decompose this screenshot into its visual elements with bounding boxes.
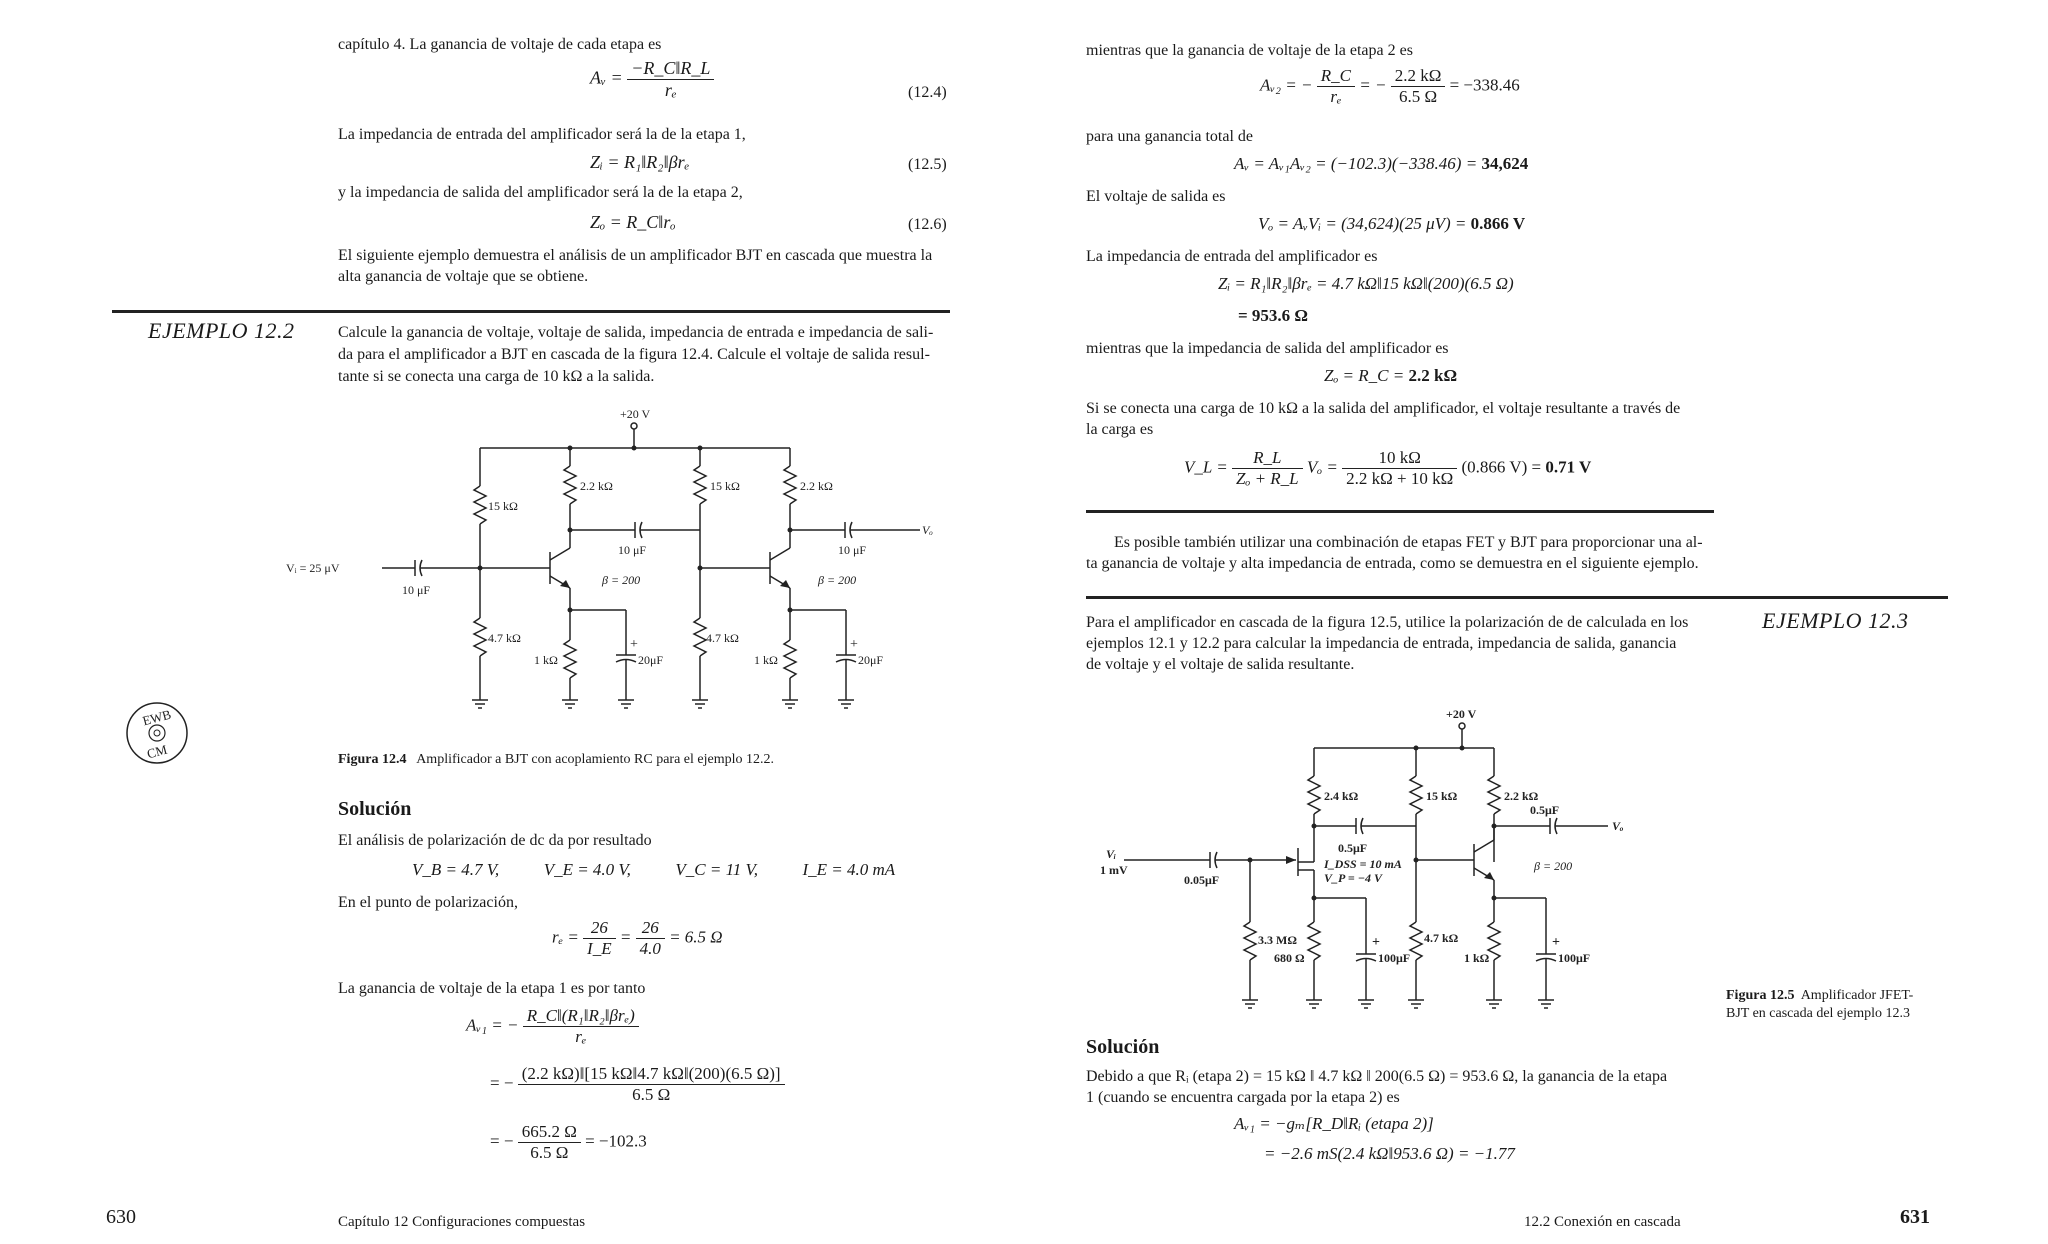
re1-label: 1 kΩ bbox=[534, 653, 558, 667]
solution-title-left: Solución bbox=[338, 798, 412, 820]
beta1-label: β = 200 bbox=[602, 573, 641, 587]
av1-num3: 665.2 Ω bbox=[518, 1122, 581, 1143]
ex3-line-2: ejemplos 12.1 y 12.2 para calcular la impedancia de entrada, impedancia de salida, ganancia bbox=[1086, 635, 1677, 652]
right-footer: 12.2 Conexión en cascada bbox=[1524, 1214, 1681, 1230]
logo-cm-text: CM bbox=[145, 741, 169, 762]
av1-lhs: Aᵥ₁ = − bbox=[466, 1015, 519, 1035]
cc-label: 0.5μF bbox=[1338, 841, 1368, 855]
rd-label: 2.4 kΩ bbox=[1324, 789, 1359, 803]
section-rule bbox=[112, 310, 950, 313]
vo-label: Vₒ bbox=[922, 523, 933, 537]
r-line-4: La impedancia de entrada del amplificador es bbox=[1086, 248, 1378, 265]
cc1-label: 10 μF bbox=[618, 543, 647, 557]
rc-label: 2.2 kΩ bbox=[1504, 789, 1539, 803]
r1-label: 15 kΩ bbox=[488, 499, 518, 513]
ce1-label: 20μF bbox=[638, 653, 664, 667]
ce2-label: 20μF bbox=[858, 653, 884, 667]
solution-title-right: Solución bbox=[1086, 1036, 1160, 1058]
eq-12-4 bbox=[590, 58, 714, 101]
zo-equation bbox=[1324, 366, 1457, 386]
av-total-text: Aᵥ = Aᵥ₁Aᵥ₂ = (−102.3)(−338.46) = bbox=[1234, 154, 1478, 173]
eq-number-12-6: (12.6) bbox=[908, 216, 947, 233]
vl-n1: R_L bbox=[1232, 448, 1303, 469]
re-d1: I_E bbox=[587, 939, 612, 958]
av1-num2: (2.2 kΩ)‖[15 kΩ‖4.7 kΩ‖(200)(6.5 Ω)] bbox=[518, 1064, 785, 1085]
example-text-2: da para el amplificador a BJT en cascada de la figura 12.4. Calcule el voltaje de salida resul- bbox=[338, 346, 930, 363]
vl-result: 0.71 V bbox=[1545, 457, 1592, 477]
note-rule-top bbox=[1086, 510, 1714, 513]
av1-eq3: = − bbox=[490, 1131, 514, 1151]
av1-num1: R_C‖(R₁‖R₂‖βrₑ) bbox=[523, 1006, 639, 1027]
re-d2: 4.0 bbox=[639, 939, 661, 958]
av2-mid: = − bbox=[1359, 75, 1387, 95]
vl-d2: 2.2 kΩ + 10 kΩ bbox=[1346, 469, 1454, 488]
co-label: 0.5μF bbox=[1530, 803, 1560, 817]
av-total-equation bbox=[1234, 154, 1528, 174]
zout-text: y la impedancia de salida del amplificador será la de la etapa 2, bbox=[338, 184, 743, 201]
av2-lhs: Aᵥ₂ = − bbox=[1260, 75, 1313, 95]
ce-plus: + bbox=[1552, 935, 1560, 950]
page-number-630: 630 bbox=[106, 1206, 136, 1228]
r-vi-label: Vᵢ bbox=[1106, 847, 1117, 861]
re-lhs: rₑ = bbox=[552, 927, 579, 947]
logo-ewb-text: EWB bbox=[140, 706, 173, 729]
figure-12-4-caption bbox=[338, 752, 774, 768]
rc1-label: 2.2 kΩ bbox=[580, 479, 613, 493]
eq-12-5: Zᵢ = R₁‖R₂‖βrₑ bbox=[590, 152, 690, 172]
vcc-label: +20 V bbox=[620, 407, 651, 421]
re2-label: 1 kΩ bbox=[754, 653, 778, 667]
av2-n2: 2.2 kΩ bbox=[1391, 66, 1446, 87]
re-res: = 6.5 Ω bbox=[669, 927, 723, 947]
vl-n2: 10 kΩ bbox=[1342, 448, 1457, 469]
av1-res3: = −102.3 bbox=[585, 1131, 647, 1151]
right-page bbox=[1024, 0, 2048, 1244]
av1-line-3 bbox=[490, 1122, 647, 1163]
bias-vc: V_C = 11 V, bbox=[675, 860, 759, 879]
example-12-2-label: EJEMPLO 12.2 bbox=[148, 318, 295, 343]
rs-label: 680 Ω bbox=[1274, 951, 1305, 965]
cin-label-2: 0.05μF bbox=[1184, 873, 1220, 887]
r2-label-2: 4.7 kΩ bbox=[1424, 931, 1459, 945]
cs-plus: + bbox=[1372, 935, 1380, 950]
vl-tail: (0.866 V) = bbox=[1461, 457, 1542, 477]
av1-fet-line-1: Aᵥ₁ = −gₘ[R_D‖Rᵢ (etapa 2)] bbox=[1234, 1114, 1434, 1133]
zo-text: Zₒ = R_C = bbox=[1324, 366, 1405, 385]
rg-label: 3.3 MΩ bbox=[1258, 933, 1297, 947]
zo-result: 2.2 kΩ bbox=[1408, 366, 1458, 385]
bias-ie: I_E = 4.0 mA bbox=[802, 860, 896, 879]
av1-den2: 6.5 Ω bbox=[632, 1085, 671, 1104]
bias-vb: V_B = 4.7 V, bbox=[412, 860, 500, 879]
r2-label: 4.7 kΩ bbox=[488, 631, 521, 645]
r-line-1: mientras que la ganancia de voltaje de la etapa 2 es bbox=[1086, 42, 1413, 59]
re-eq: = bbox=[619, 927, 632, 947]
cs-label: 100μF bbox=[1378, 951, 1411, 965]
av1-line-1 bbox=[466, 1006, 639, 1047]
eq1-lhs: Aᵥ = bbox=[590, 67, 623, 88]
r-vo-label: Vₒ bbox=[1612, 819, 1624, 833]
intro-text: capítulo 4. La ganancia de voltaje de cada etapa es bbox=[338, 36, 662, 53]
av1-den3: 6.5 Ω bbox=[530, 1143, 569, 1162]
re-n2: 26 bbox=[636, 918, 665, 939]
example-text-3: tante si se conecta una carga de 10 kΩ a la salida. bbox=[338, 368, 655, 385]
cc2-label: 10 μF bbox=[838, 543, 867, 557]
r-line-5: mientras que la impedancia de salida del amplificador es bbox=[1086, 340, 1449, 357]
ce1-plus: + bbox=[630, 637, 638, 652]
re-n1: 26 bbox=[583, 918, 616, 939]
r1-label-2: 15 kΩ bbox=[1426, 789, 1458, 803]
jfet-gate-arrow bbox=[1286, 856, 1296, 864]
av2-n1: R_C bbox=[1317, 66, 1355, 87]
vo-text: Vₒ = AᵥVᵢ = (34,624)(25 μV) = bbox=[1258, 214, 1467, 233]
note-line-1: Es posible también utilizar una combinación de etapas FET y BJT para proporcionar una al- bbox=[1114, 534, 1703, 551]
example-intro-2: alta ganancia de voltaje que se obtiene. bbox=[338, 268, 589, 285]
r-line-2: para una ganancia total de bbox=[1086, 128, 1254, 145]
zi-equation: Zᵢ = R₁‖R₂‖βrₑ = 4.7 kΩ‖15 kΩ‖(200)(6.5 Ω) bbox=[1218, 274, 1514, 293]
av2-d2: 6.5 Ω bbox=[1398, 87, 1438, 106]
vl-lhs: V_L = bbox=[1184, 457, 1228, 477]
zin-text: La impedancia de entrada del amplificador será la de la etapa 1, bbox=[338, 126, 746, 143]
av1-den1: rₑ bbox=[575, 1027, 587, 1046]
av2-equation bbox=[1260, 66, 1520, 107]
ce-label: 100μF bbox=[1558, 951, 1591, 965]
figure-12-5-text-1: Amplificador JFET- bbox=[1800, 988, 1914, 1003]
av2-d1: rₑ bbox=[1330, 87, 1342, 106]
solution-line-1: El análisis de polarización de dc da por resultado bbox=[338, 832, 652, 849]
idss-label: I_DSS = 10 mA bbox=[1324, 857, 1402, 871]
re-equation bbox=[552, 918, 723, 959]
r-line-3: El voltaje de salida es bbox=[1086, 188, 1226, 205]
av-total-result: 34,624 bbox=[1481, 154, 1529, 173]
figure-12-5-label: Figura 12.5 bbox=[1726, 988, 1795, 1003]
rc2-label: 2.2 kΩ bbox=[800, 479, 833, 493]
vin-label: Vᵢ = 25 μV bbox=[286, 561, 340, 575]
figure-12-4-label: Figura 12.4 bbox=[338, 752, 407, 767]
bias-values bbox=[412, 860, 895, 880]
eq1-den: rₑ bbox=[664, 80, 677, 100]
r-line-6a: Si se conecta una carga de 10 kΩ a la salida del amplificador, el voltaje resultante a través de bbox=[1086, 400, 1681, 417]
page-number-631: 631 bbox=[1900, 1206, 1930, 1228]
vl-equation bbox=[1184, 448, 1591, 489]
av1-fet-line-2: = −2.6 mS(2.4 kΩ‖953.6 Ω) = −1.77 bbox=[1264, 1144, 1515, 1163]
bjt-emitter-arrow bbox=[1484, 872, 1494, 880]
example-intro-1: El siguiente ejemplo demuestra el análisis de un amplificador BJT en cascada que muestra la bbox=[338, 247, 933, 264]
eq1-num: −R_C‖R_L bbox=[627, 58, 714, 80]
vl-mid: Vₒ = bbox=[1306, 457, 1338, 477]
emitter-arrow-2 bbox=[780, 580, 790, 588]
example-text-1: Calcule la ganancia de voltaje, voltaje de salida, impedancia de entrada e impedancia de sali- bbox=[338, 324, 934, 341]
r-vcc-label: +20 V bbox=[1446, 707, 1477, 721]
r3-label: 15 kΩ bbox=[710, 479, 740, 493]
example-12-3-label: EJEMPLO 12.3 bbox=[1762, 608, 1909, 633]
ewb-cm-logo bbox=[124, 700, 190, 766]
r-sol-line-1: Debido a que Rᵢ (etapa 2) = 15 kΩ ‖ 4.7 kΩ ‖ 200(6.5 Ω) = 953.6 Ω, la ganancia de la etapa bbox=[1086, 1068, 1668, 1085]
av2-res: = −338.46 bbox=[1449, 75, 1520, 95]
av1-eq2: = − bbox=[490, 1073, 514, 1093]
figure-12-4-text: Amplificador a BJT con acoplamiento RC para el ejemplo 12.2. bbox=[416, 752, 775, 767]
r-beta-label: β = 200 bbox=[1534, 859, 1573, 873]
emitter-arrow-1 bbox=[560, 580, 570, 588]
solution-line-2: En el punto de polarización, bbox=[338, 894, 518, 911]
ce2-plus: + bbox=[850, 637, 858, 652]
eq-number-12-4: (12.4) bbox=[908, 84, 947, 101]
r-line-6b: la carga es bbox=[1086, 421, 1154, 438]
left-footer: Capítulo 12 Configuraciones compuestas bbox=[338, 1214, 586, 1230]
gain-text: La ganancia de voltaje de la etapa 1 es por tanto bbox=[338, 980, 646, 997]
r4-label: 4.7 kΩ bbox=[706, 631, 739, 645]
circuit-figure-12-5 bbox=[1088, 700, 1728, 1030]
vo-equation bbox=[1258, 214, 1525, 234]
eq-number-12-5: (12.5) bbox=[908, 156, 947, 173]
ex3-line-1: Para el amplificador en cascada de la figura 12.5, utilice la polarización de de calculada en los bbox=[1086, 614, 1689, 631]
cin-label: 10 μF bbox=[402, 583, 431, 597]
vp-label: V_P = −4 V bbox=[1324, 871, 1383, 885]
vo-result: 0.866 V bbox=[1470, 214, 1526, 233]
av1-line-2 bbox=[490, 1064, 785, 1105]
re-label: 1 kΩ bbox=[1464, 951, 1490, 965]
r-vi-value: 1 mV bbox=[1100, 863, 1128, 877]
eq-12-6: Zₒ = R_C‖rₒ bbox=[590, 212, 676, 232]
ex3-line-3: de voltaje y el voltaje de salida resultante. bbox=[1086, 656, 1355, 673]
bias-ve: V_E = 4.0 V, bbox=[543, 860, 631, 879]
figure-12-5-caption-1 bbox=[1726, 988, 1913, 1004]
zi-result: = 953.6 Ω bbox=[1238, 306, 1309, 325]
section-rule-right bbox=[1086, 596, 1948, 599]
r-sol-line-2: 1 (cuando se encuentra cargada por la etapa 2) es bbox=[1086, 1089, 1400, 1106]
beta2-label: β = 200 bbox=[818, 573, 857, 587]
vl-d1: Zₒ + R_L bbox=[1236, 469, 1299, 488]
circuit-figure-12-4 bbox=[270, 400, 933, 740]
note-line-2: ta ganancia de voltaje y alta impedancia de entrada, como se demuestra en el siguiente ejemplo. bbox=[1086, 555, 1699, 572]
figure-12-5-caption-2: BJT en cascada del ejemplo 12.3 bbox=[1726, 1006, 1911, 1021]
